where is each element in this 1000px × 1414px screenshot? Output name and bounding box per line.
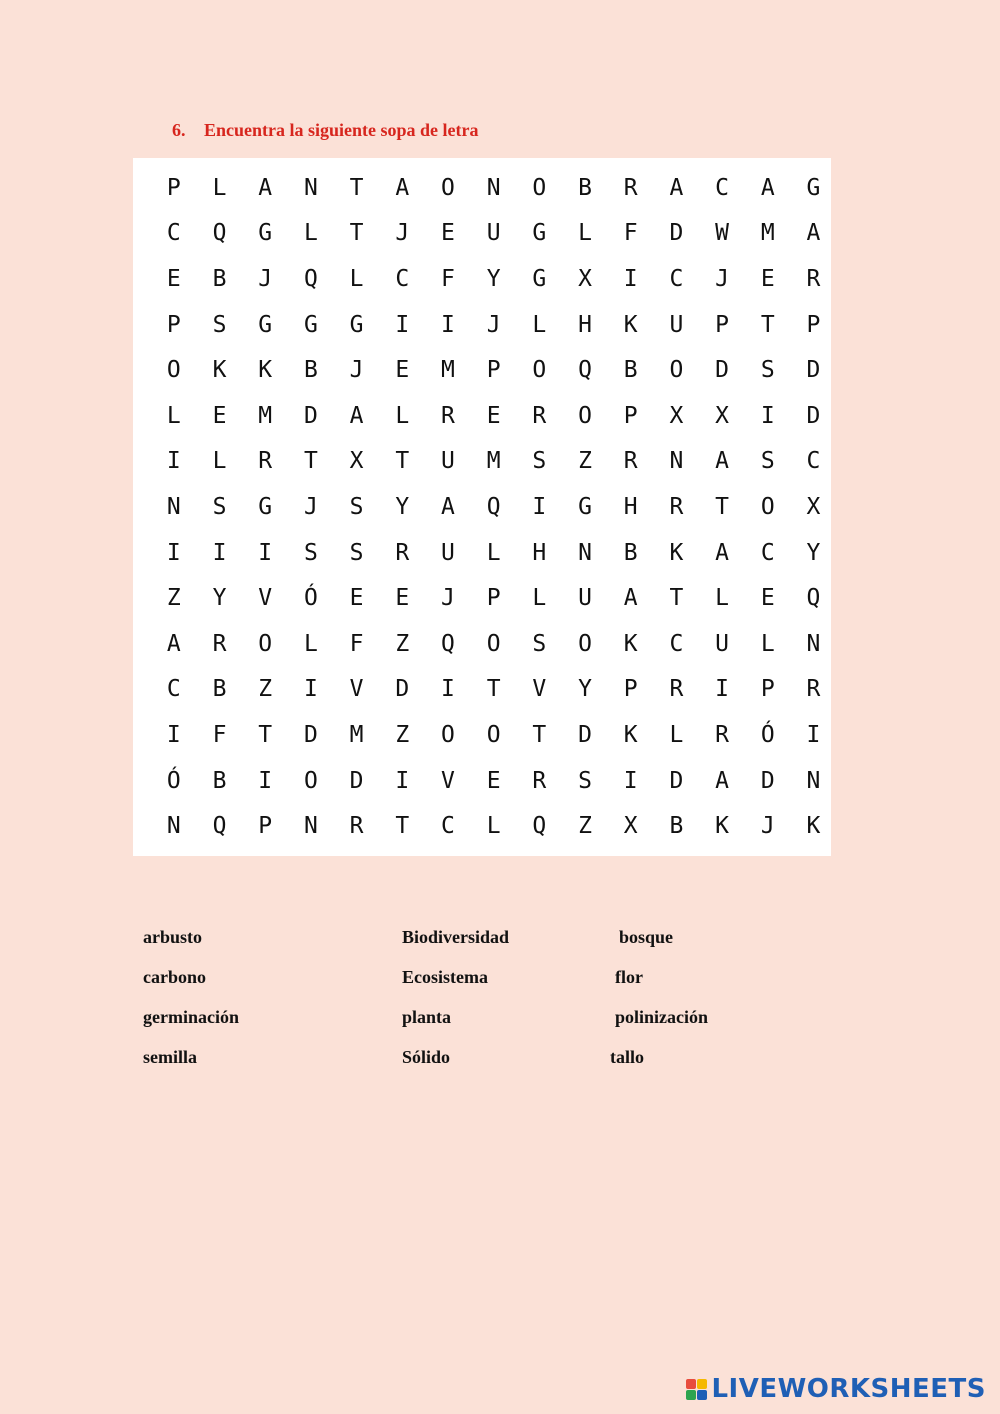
grid-letter[interactable]: C <box>715 174 730 201</box>
grid-letter[interactable]: A <box>715 539 730 566</box>
grid-letter[interactable]: F <box>349 630 364 657</box>
grid-letter[interactable]: J <box>715 265 730 292</box>
word-item: Sólido <box>402 1047 451 1067</box>
grid-letter[interactable]: L <box>303 630 318 657</box>
grid-letter[interactable]: H <box>532 539 547 566</box>
grid-letter[interactable]: N <box>578 539 592 566</box>
grid-letter[interactable]: L <box>715 585 730 612</box>
grid-letter[interactable]: F <box>623 220 638 247</box>
grid-letter[interactable]: L <box>212 448 227 475</box>
grid-letter[interactable]: L <box>349 265 364 292</box>
grid-letter[interactable]: S <box>349 493 364 520</box>
grid-letter[interactable]: I <box>715 676 730 703</box>
grid-letter[interactable]: T <box>395 813 410 840</box>
grid-letter[interactable]: P <box>760 676 775 703</box>
grid-letter[interactable]: P <box>166 311 181 338</box>
grid-letter[interactable]: P <box>623 402 638 429</box>
grid-letter[interactable]: P <box>623 676 638 703</box>
grid-letter[interactable]: R <box>623 174 638 201</box>
word-item: germinación <box>143 1007 239 1027</box>
grid-letter[interactable]: Y <box>578 676 592 703</box>
grid-letter[interactable]: J <box>760 813 775 840</box>
grid-letter[interactable]: L <box>760 630 775 657</box>
grid-letter[interactable]: F <box>212 721 227 748</box>
grid-letter[interactable]: O <box>258 630 273 657</box>
grid-letter[interactable]: U <box>441 539 455 566</box>
grid-letter[interactable]: U <box>486 220 501 247</box>
word-item: tallo <box>610 1047 644 1067</box>
grid-letter[interactable]: S <box>212 493 227 520</box>
grid-letter[interactable]: D <box>578 721 592 748</box>
grid-letter[interactable]: T <box>532 721 547 748</box>
grid-letter[interactable]: N <box>806 767 821 794</box>
word-search-grid <box>151 165 836 849</box>
grid-letter[interactable]: D <box>806 402 821 429</box>
grid-letter[interactable]: A <box>806 220 821 247</box>
grid-letter[interactable]: Q <box>303 265 318 292</box>
word-search-panel <box>133 158 831 856</box>
grid-letter[interactable]: D <box>760 767 775 794</box>
grid-letter[interactable]: I <box>441 311 455 338</box>
grid-letter[interactable]: B <box>623 539 638 566</box>
grid-letter[interactable]: J <box>349 357 364 384</box>
grid-letter[interactable]: I <box>212 539 227 566</box>
grid-letter[interactable]: I <box>395 767 410 794</box>
grid-letter[interactable]: L <box>532 585 547 612</box>
grid-letter[interactable]: V <box>258 585 273 612</box>
grid-letter[interactable]: C <box>166 220 181 247</box>
grid-letter[interactable]: M <box>760 220 775 247</box>
grid-letter[interactable]: X <box>623 813 638 840</box>
grid-letter[interactable]: L <box>303 220 318 247</box>
grid-letter[interactable]: G <box>303 311 318 338</box>
grid-letter[interactable]: I <box>532 493 547 520</box>
grid-letter[interactable]: G <box>532 220 547 247</box>
grid-letter[interactable]: Y <box>486 265 501 292</box>
grid-letter[interactable]: A <box>166 630 181 657</box>
grid-letter[interactable]: N <box>303 813 318 840</box>
grid-letter[interactable]: Y <box>212 585 227 612</box>
grid-letter[interactable]: U <box>669 311 684 338</box>
grid-letter[interactable]: J <box>258 265 273 292</box>
grid-letter[interactable]: Ó <box>760 721 775 748</box>
word-item: Ecosistema <box>402 967 488 987</box>
grid-letter[interactable]: T <box>349 174 364 201</box>
grid-letter[interactable]: I <box>806 721 821 748</box>
grid-letter[interactable]: C <box>395 265 410 292</box>
grid-letter[interactable]: F <box>441 265 455 292</box>
grid-letter[interactable]: V <box>441 767 455 794</box>
grid-letter[interactable]: U <box>715 630 730 657</box>
grid-letter[interactable]: L <box>669 721 684 748</box>
grid-letter[interactable]: S <box>760 448 775 475</box>
grid-letter[interactable]: S <box>212 311 227 338</box>
grid-letter[interactable]: Q <box>532 813 547 840</box>
grid-letter[interactable]: Q <box>441 630 455 657</box>
grid-letter[interactable]: R <box>441 402 455 429</box>
grid-letter[interactable]: M <box>486 448 501 475</box>
grid-letter[interactable]: T <box>395 448 410 475</box>
grid-letter[interactable]: T <box>715 493 730 520</box>
grid-letter[interactable]: O <box>669 357 684 384</box>
grid-letter[interactable]: O <box>578 630 592 657</box>
grid-letter[interactable]: N <box>669 448 684 475</box>
grid-letter[interactable]: I <box>395 311 410 338</box>
grid-letter[interactable]: G <box>258 493 273 520</box>
grid-letter[interactable]: G <box>578 493 592 520</box>
grid-letter[interactable]: K <box>623 721 638 748</box>
grid-letter[interactable]: D <box>669 767 684 794</box>
grid-letter[interactable]: Q <box>212 813 227 840</box>
grid-letter[interactable]: O <box>532 357 547 384</box>
grid-letter[interactable]: G <box>258 311 273 338</box>
grid-letter[interactable]: G <box>806 174 821 201</box>
grid-letter[interactable]: Y <box>395 493 410 520</box>
grid-letter[interactable]: N <box>166 813 181 840</box>
grid-letter[interactable]: T <box>349 220 364 247</box>
grid-letter[interactable]: K <box>715 813 730 840</box>
grid-letter[interactable]: T <box>486 676 501 703</box>
grid-letter[interactable]: R <box>806 265 821 292</box>
grid-letter[interactable]: L <box>486 539 501 566</box>
grid-letter[interactable]: N <box>486 174 501 201</box>
word-item: Biodiversidad <box>402 927 510 947</box>
grid-letter[interactable]: I <box>258 767 273 794</box>
grid-letter[interactable]: L <box>578 220 592 247</box>
word-item: flor <box>615 967 643 987</box>
grid-letter[interactable]: S <box>532 630 547 657</box>
grid-letter[interactable]: B <box>669 813 684 840</box>
grid-letter[interactable]: I <box>166 539 181 566</box>
grid-letter[interactable]: X <box>715 402 730 429</box>
grid-letter[interactable]: A <box>715 767 730 794</box>
grid-letter[interactable]: K <box>669 539 684 566</box>
grid-letter[interactable]: Z <box>395 630 410 657</box>
grid-letter[interactable]: D <box>669 220 684 247</box>
grid-letter[interactable]: A <box>715 448 730 475</box>
grid-letter[interactable]: N <box>303 174 318 201</box>
grid-letter[interactable]: O <box>303 767 318 794</box>
grid-letter[interactable]: C <box>669 265 684 292</box>
word-item: carbono <box>143 967 206 987</box>
grid-letter[interactable]: R <box>806 676 821 703</box>
grid-letter[interactable]: T <box>760 311 775 338</box>
grid-letter[interactable]: B <box>623 357 638 384</box>
grid-letter[interactable]: L <box>532 311 547 338</box>
grid-letter[interactable]: Z <box>395 721 410 748</box>
grid-letter[interactable]: L <box>395 402 410 429</box>
grid-letter[interactable]: N <box>806 630 821 657</box>
grid-letter[interactable]: L <box>166 402 181 429</box>
grid-letter[interactable]: A <box>623 585 638 612</box>
grid-letter[interactable]: C <box>669 630 684 657</box>
grid-letter[interactable]: J <box>303 493 318 520</box>
grid-letter[interactable]: X <box>806 493 821 520</box>
grid-letter[interactable]: P <box>166 174 181 201</box>
grid-letter[interactable]: U <box>441 448 455 475</box>
word-item: bosque <box>619 927 674 947</box>
grid-letter[interactable]: E <box>760 265 775 292</box>
grid-letter[interactable]: R <box>669 676 684 703</box>
grid-letter[interactable]: T <box>303 448 318 475</box>
grid-letter[interactable]: C <box>166 676 181 703</box>
grid-letter[interactable]: O <box>441 174 455 201</box>
grid-letter[interactable]: I <box>623 265 638 292</box>
grid-letter[interactable]: X <box>349 448 364 475</box>
grid-letter[interactable]: Z <box>258 676 273 703</box>
grid-letter[interactable]: R <box>623 448 638 475</box>
grid-letter[interactable]: D <box>303 402 318 429</box>
grid-letter[interactable]: E <box>166 265 181 292</box>
grid-letter[interactable]: E <box>486 402 501 429</box>
grid-letter[interactable]: Q <box>486 493 501 520</box>
word-item: arbusto <box>143 927 203 947</box>
grid-letter[interactable]: Q <box>806 585 821 612</box>
grid-letter[interactable]: V <box>532 676 547 703</box>
grid-letter[interactable]: E <box>395 357 410 384</box>
grid-letter[interactable]: I <box>760 402 775 429</box>
grid-letter[interactable]: D <box>715 357 730 384</box>
grid-letter[interactable]: O <box>578 402 592 429</box>
logo-text: LIVEWORKSHEETS <box>711 1374 986 1404</box>
exercise-instruction: Encuentra la siguiente sopa de letra <box>204 120 479 140</box>
grid-letter[interactable]: R <box>395 539 410 566</box>
grid-letter[interactable]: B <box>578 174 592 201</box>
grid-letter[interactable]: K <box>258 357 273 384</box>
grid-letter[interactable]: S <box>532 448 547 475</box>
exercise-number: 6. <box>172 120 186 140</box>
grid-letter[interactable]: O <box>486 630 501 657</box>
grid-letter[interactable]: U <box>578 585 592 612</box>
grid-letter[interactable]: D <box>303 721 318 748</box>
grid-letter[interactable]: W <box>715 220 730 247</box>
grid-letter[interactable]: I <box>258 539 273 566</box>
grid-letter[interactable]: P <box>806 311 821 338</box>
grid-letter[interactable]: Q <box>578 357 592 384</box>
grid-letter[interactable]: P <box>486 585 501 612</box>
grid-letter[interactable]: I <box>166 721 181 748</box>
grid-letter[interactable]: L <box>212 174 227 201</box>
grid-letter[interactable]: Z <box>166 585 181 612</box>
grid-letter[interactable]: D <box>806 357 821 384</box>
grid-letter[interactable]: K <box>806 813 821 840</box>
grid-letter[interactable]: E <box>349 585 364 612</box>
grid-letter[interactable]: C <box>806 448 821 475</box>
grid-letter[interactable]: A <box>669 174 684 201</box>
word-item: polinización <box>615 1007 709 1027</box>
grid-letter[interactable]: O <box>760 493 775 520</box>
grid-letter[interactable]: P <box>715 311 730 338</box>
grid-letter[interactable]: A <box>441 493 455 520</box>
grid-letter[interactable]: P <box>258 813 273 840</box>
word-item: planta <box>402 1007 452 1027</box>
grid-letter[interactable]: O <box>486 721 501 748</box>
grid-letter[interactable]: A <box>760 174 775 201</box>
grid-letter[interactable]: D <box>395 676 410 703</box>
grid-letter[interactable]: R <box>532 767 547 794</box>
grid-letter[interactable]: E <box>212 402 227 429</box>
grid-letter[interactable]: B <box>303 357 318 384</box>
grid-letter[interactable]: A <box>349 402 364 429</box>
grid-letter[interactable]: M <box>349 721 364 748</box>
grid-letter[interactable]: C <box>441 813 455 840</box>
grid-letter[interactable]: M <box>258 402 273 429</box>
grid-letter[interactable]: O <box>441 721 455 748</box>
grid-letter[interactable]: Z <box>578 813 592 840</box>
grid-letter[interactable]: Z <box>578 448 592 475</box>
grid-letter[interactable]: S <box>760 357 775 384</box>
liveworksheets-logo[interactable] <box>686 1374 986 1404</box>
grid-letter[interactable]: G <box>532 265 547 292</box>
grid-letter[interactable]: R <box>715 721 730 748</box>
grid-letter[interactable]: J <box>395 220 410 247</box>
grid-letter[interactable]: J <box>486 311 501 338</box>
grid-letter[interactable]: S <box>303 539 318 566</box>
grid-letter[interactable]: H <box>578 311 592 338</box>
exercise-title <box>172 120 479 141</box>
grid-letter[interactable]: Q <box>212 220 227 247</box>
grid-letter[interactable]: B <box>212 676 227 703</box>
grid-letter[interactable]: O <box>166 357 181 384</box>
grid-letter[interactable]: E <box>486 767 501 794</box>
grid-letter[interactable]: E <box>441 220 455 247</box>
grid-letter[interactable]: V <box>349 676 364 703</box>
grid-letter[interactable]: I <box>623 767 638 794</box>
grid-letter[interactable]: R <box>349 813 364 840</box>
grid-letter[interactable]: S <box>578 767 592 794</box>
grid-letter[interactable]: X <box>669 402 684 429</box>
grid-letter[interactable]: E <box>760 585 775 612</box>
grid-letter[interactable]: A <box>395 174 410 201</box>
grid-letter[interactable]: I <box>166 448 181 475</box>
grid-letter[interactable]: I <box>303 676 318 703</box>
grid-letter[interactable]: R <box>212 630 227 657</box>
grid-letter[interactable]: O <box>532 174 547 201</box>
grid-letter[interactable]: H <box>623 493 638 520</box>
grid-letter[interactable]: Y <box>806 539 821 566</box>
grid-letter[interactable]: E <box>395 585 410 612</box>
grid-letter[interactable]: T <box>669 585 684 612</box>
grid-letter[interactable]: L <box>486 813 501 840</box>
grid-letter[interactable]: K <box>623 311 638 338</box>
grid-letter[interactable]: G <box>349 311 364 338</box>
liveworksheets-logo-icon <box>686 1379 707 1400</box>
grid-letter[interactable]: B <box>212 767 227 794</box>
grid-letter[interactable]: M <box>441 357 455 384</box>
grid-letter[interactable]: I <box>441 676 455 703</box>
grid-letter[interactable]: R <box>669 493 684 520</box>
grid-letter[interactable]: J <box>441 585 455 612</box>
grid-letter[interactable]: K <box>623 630 638 657</box>
grid-letter[interactable]: B <box>212 265 227 292</box>
grid-letter[interactable]: K <box>212 357 227 384</box>
grid-letter[interactable]: A <box>258 174 273 201</box>
grid-letter[interactable]: T <box>258 721 273 748</box>
grid-letter[interactable]: C <box>760 539 775 566</box>
grid-letter[interactable]: D <box>349 767 364 794</box>
grid-letter[interactable]: R <box>532 402 547 429</box>
grid-letter[interactable]: N <box>166 493 181 520</box>
grid-letter[interactable]: P <box>486 357 501 384</box>
grid-letter[interactable]: Ó <box>166 767 181 794</box>
grid-letter[interactable]: R <box>258 448 273 475</box>
grid-letter[interactable]: S <box>349 539 364 566</box>
grid-letter[interactable]: G <box>258 220 273 247</box>
grid-letter[interactable]: Ó <box>303 585 318 612</box>
word-item: semilla <box>143 1047 197 1067</box>
grid-letter[interactable]: X <box>578 265 592 292</box>
